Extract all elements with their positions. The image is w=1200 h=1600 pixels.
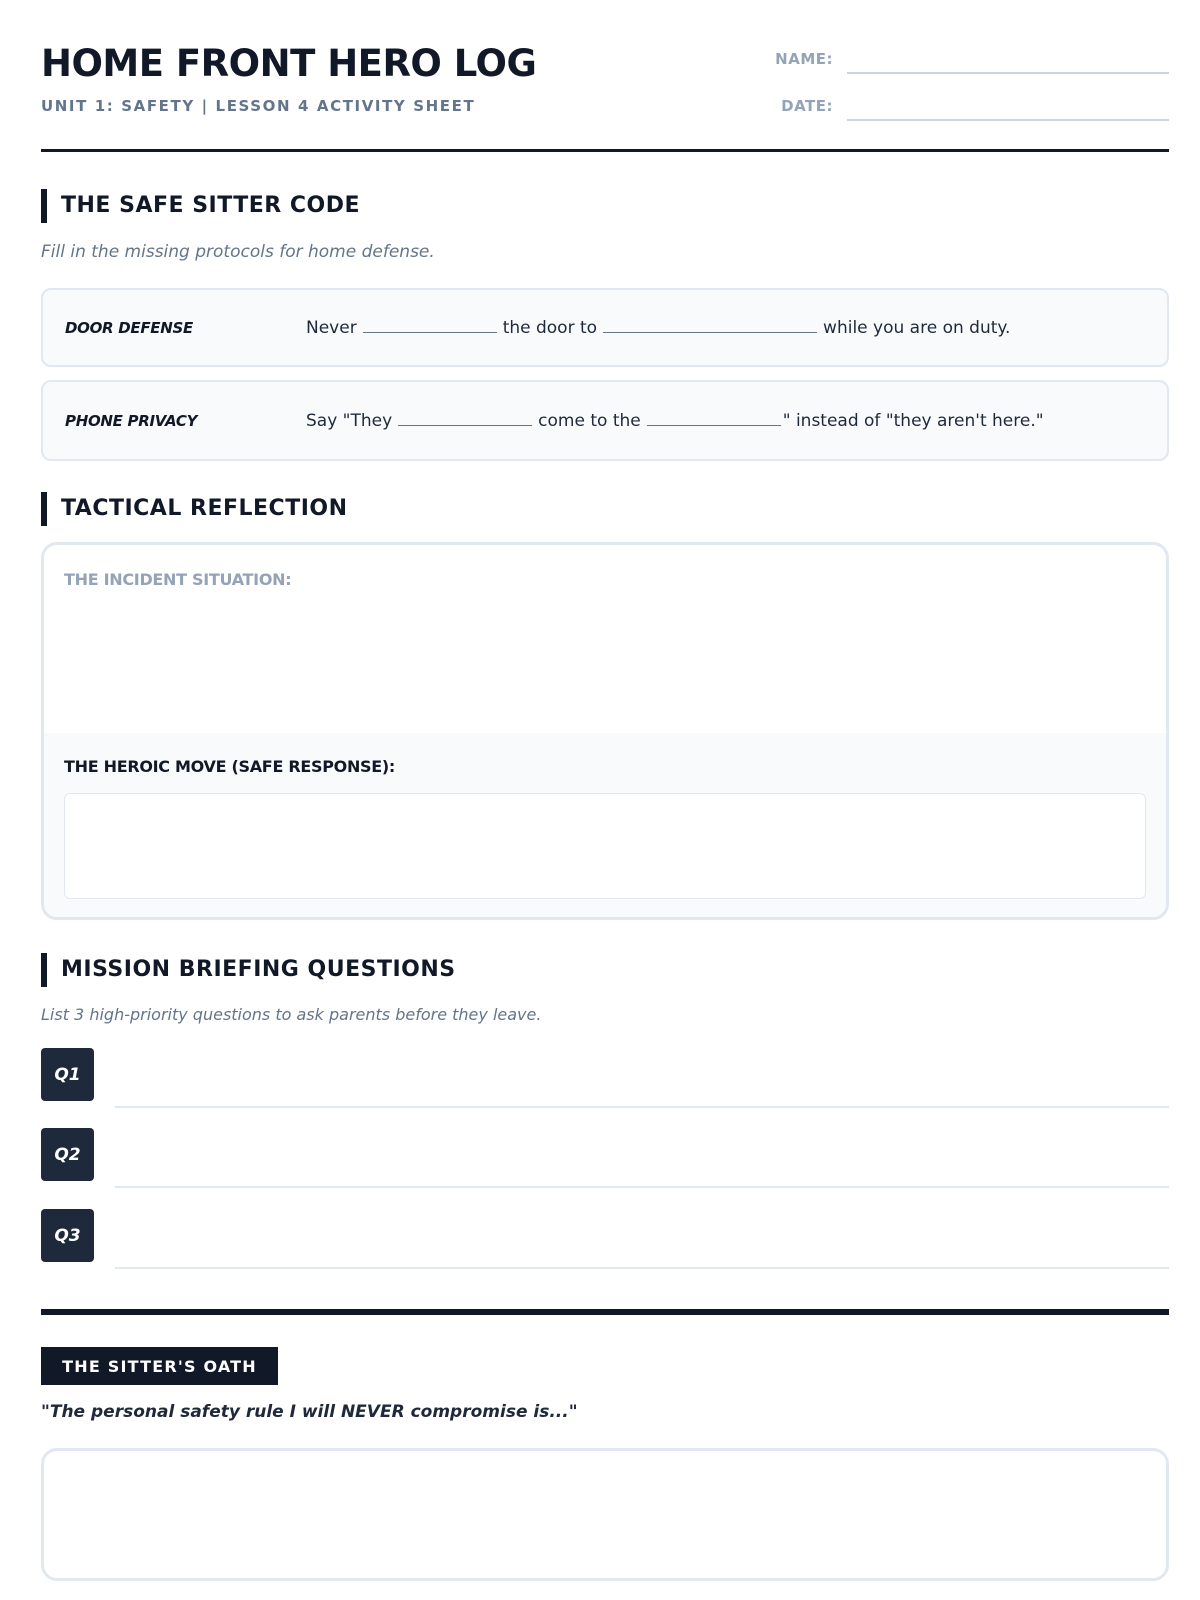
heroic-move-writing-box[interactable] bbox=[64, 793, 1146, 899]
question-answer-line[interactable] bbox=[115, 1186, 1169, 1188]
incident-situation-label: THE INCIDENT SITUATION: bbox=[64, 570, 292, 589]
oath-prompt: "The personal safety rule I will NEVER compromise is..." bbox=[41, 1402, 578, 1422]
page-subtitle: UNIT 1: SAFETY | LESSON 4 ACTIVITY SHEET bbox=[41, 97, 476, 115]
sentence-part: Say "They bbox=[306, 411, 393, 431]
name-field bbox=[749, 44, 1169, 74]
sentence-part: " instead of "they aren't here." bbox=[782, 411, 1044, 431]
section-divider bbox=[41, 1309, 1169, 1315]
code-row-sentence bbox=[306, 411, 1044, 431]
sitters-oath-badge: THE SITTER'S OATH bbox=[41, 1347, 278, 1385]
worksheet-page bbox=[41, 0, 1169, 1600]
code-row-label: PHONE PRIVACY bbox=[65, 412, 198, 430]
sentence-part: the door to bbox=[502, 318, 598, 338]
incident-writing-area[interactable] bbox=[44, 595, 1166, 731]
code-row-label: DOOR DEFENSE bbox=[65, 319, 193, 337]
name-label: NAME: bbox=[775, 50, 833, 68]
date-field bbox=[749, 91, 1169, 121]
mission-briefing-instructions: List 3 high-priority questions to ask parents before they leave. bbox=[41, 1005, 542, 1024]
code-row-door-defense bbox=[41, 288, 1169, 367]
code-row-phone-privacy bbox=[41, 380, 1169, 461]
sentence-part: while you are on duty. bbox=[823, 318, 1011, 338]
question-badge: Q1 bbox=[41, 1048, 94, 1101]
fill-in-blank[interactable] bbox=[398, 425, 532, 426]
heroic-move-area bbox=[44, 733, 1166, 920]
question-row bbox=[41, 1128, 1169, 1188]
page-title: HOME FRONT HERO LOG bbox=[41, 42, 537, 85]
heroic-move-label: THE HEROIC MOVE (SAFE RESPONSE): bbox=[64, 757, 395, 776]
safe-sitter-code-instructions: Fill in the missing protocols for home defense. bbox=[41, 242, 435, 262]
sentence-part: Never bbox=[306, 318, 357, 338]
question-row bbox=[41, 1209, 1169, 1269]
date-input-line[interactable] bbox=[847, 119, 1169, 121]
fill-in-blank[interactable] bbox=[363, 332, 497, 333]
date-label: DATE: bbox=[781, 97, 833, 115]
mission-briefing-heading: MISSION BRIEFING QUESTIONS bbox=[41, 953, 456, 987]
worksheet-header bbox=[41, 0, 1169, 152]
name-input-line[interactable] bbox=[847, 72, 1169, 74]
tactical-reflection-heading: TACTICAL REFLECTION bbox=[41, 492, 348, 526]
sentence-part: come to the bbox=[538, 411, 641, 431]
fill-in-blank[interactable] bbox=[647, 425, 781, 426]
question-answer-line[interactable] bbox=[115, 1106, 1169, 1108]
question-row bbox=[41, 1048, 1169, 1108]
oath-writing-box[interactable] bbox=[41, 1448, 1169, 1581]
safe-sitter-code-heading: THE SAFE SITTER CODE bbox=[41, 189, 360, 223]
question-badge: Q2 bbox=[41, 1128, 94, 1181]
tactical-reflection-box bbox=[41, 542, 1169, 920]
question-badge: Q3 bbox=[41, 1209, 94, 1262]
question-answer-line[interactable] bbox=[115, 1267, 1169, 1269]
fill-in-blank[interactable] bbox=[603, 332, 817, 333]
code-row-sentence bbox=[306, 318, 1010, 338]
